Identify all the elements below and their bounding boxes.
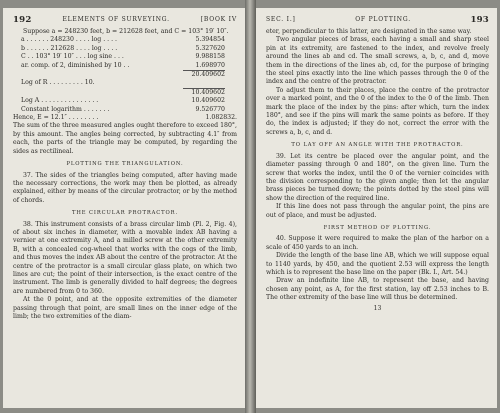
page-number: 192 <box>13 15 32 25</box>
section-heading: THE CIRCULAR PROTRACTOR. <box>71 210 179 217</box>
calc-row: ar. comp. of 2, diminished by 10 . . 1.698970 <box>21 61 225 69</box>
left-running-header <box>13 15 237 25</box>
paragraph-if-not: If this line does not pass through the angular point, the pins are out of place, and must be adjusted. <box>266 203 489 219</box>
intro-paragraph: Suppose a = 248230 feet, b = 212628 feet, and C = 103° 19′ 10″. <box>23 28 229 35</box>
hence-label: Hence, E = 12.1″ . . . . . . . . <box>13 114 99 122</box>
hence-paragraph: The sum of the three measured angles ought therefore to exceed 180°, by this amount. The angles being corrected, by subtracting 4.1″ from each, the parts of the triangle may be computed, by regarding the sides as rectilineal. <box>13 122 237 155</box>
log-calculation <box>13 36 237 114</box>
right-page <box>256 8 497 408</box>
calc-row: Log of R . . . . . . . . . 10. <box>21 79 95 87</box>
hence-line <box>13 114 237 122</box>
paragraph-continued: At the 0 point, and at the opposite extremities of the diameter passing through that point, are small lines on the inner edge of the limb; the two extremities of the diam- <box>13 296 237 320</box>
left-page <box>3 8 245 408</box>
section-label: SEC. I.] <box>266 16 296 23</box>
section-heading: FIRST METHOD OF PLOTTING. <box>323 224 432 231</box>
paragraph-divide: Divide the length of the base line AB, which we will suppose equal to 1140 yards, by 450, and the quotient 2.53 will express the length which is to represent the base line on the paper (Bk. I., Art. 54.) <box>266 252 489 276</box>
paragraph-39: 39. Let its centre be placed over the angular point, and the diameter passing through 0 and 180°, on the given line. Turn the screw that works the index, until the 0 of the vernier coincides with the division corresponding to the given angle; then let the angular brass pieces be turned down; the points dotted by the steel pins will show the direction of the required line. <box>266 152 489 202</box>
paragraph-38: 38. This instrument consists of a brass circular limb (Pl. 2, Fig. 4), of about six inches in diameter, with a movable index AB having a vernier at one extremity A, and a milled screw at the other extremity B, with a concealed cog-wheel that works with the cogs of the limb, and thus moves the index AB about the centre of the protractor. At the centre of the protractor is a small circular glass plate, on which two lines are cut; the point of their intersection, is the exact centre of the instrument. The limb is generally divided to half degrees; the degrees are numbered from 0 to 360. <box>13 220 237 295</box>
paragraph-40: 40. Suppose it were required to make the plan of the harbor on a scale of 450 yards to an inch. <box>266 235 489 251</box>
paragraph-angular-pieces: Two angular pieces of brass, each having a small and sharp steel pin at its extremity, are fastened to the index, and revolve freely around the lines ab and cd. The small screws, a, b, c, and d, move them in the directions of the lines ab, cd, for the purpose of bringing the steel pins exactly into the line which passes through the 0 of the index and the centre of the protractor. <box>266 36 489 86</box>
hence-value: 1.082832. <box>205 114 237 122</box>
calc-row: C . . 103° 19′ 10″ . . . log sine . . . 9.988158 <box>21 53 225 61</box>
calc-row: 10.409602 <box>191 88 225 96</box>
paragraph-37: 37. The sides of the triangles being computed, after having made the necessary corrections, the work may then be plotted, as already explained, either by means of the circular protractor, or by the method of chords. <box>13 171 237 204</box>
calc-row: b . . . . . . 212628 . . . . log . . . . 5.327620 <box>21 44 225 52</box>
paragraph-adjust: To adjust them to their places, place the centre of the protractor over a marked point, and the 0 of the index to the 0 of the limb. Then mark the place of the index by the pins: after which, turn the index 180°, and see if the pins will mark the same points as before. If they do, the index is adjusted; if they do not, correct the error with the screws a, b, c, and d. <box>266 86 489 136</box>
calc-row: Log A . . . . . . . . . . . . . . . 10.409602 <box>21 97 225 105</box>
paragraph-draw: Draw an indefinite line AB, to represent the base, and having chosen any point, as A, for the first station, lay off 2.53 inches to B. The other extremity of the base line will thus be determined. <box>266 277 489 302</box>
calc-row: 20.409602 <box>191 71 225 79</box>
signature-mark: 13 <box>373 304 382 312</box>
book-label: [BOOK IV <box>200 16 237 23</box>
running-title: OF PLOTTING. <box>355 16 411 23</box>
running-title: ELEMENTS OF SURVEYING. <box>62 16 170 23</box>
right-running-header <box>266 15 489 25</box>
continued-paragraph: eter, perpendicular to this latter, are designated in the same way. <box>266 28 472 35</box>
calc-row: Constant logarithm . . . . . . . 9.526770 <box>21 105 225 113</box>
section-heading: PLOTTING THE TRIANGULATION. <box>66 161 184 168</box>
page-number: 193 <box>470 15 489 25</box>
calc-row: a . . . . . . 248230 . . . . log . . . . 5.394854 <box>21 36 225 44</box>
book-gutter <box>245 0 256 413</box>
section-heading: TO LAY OFF AN ANGLE WITH THE PROTRACTOR. <box>291 142 464 149</box>
